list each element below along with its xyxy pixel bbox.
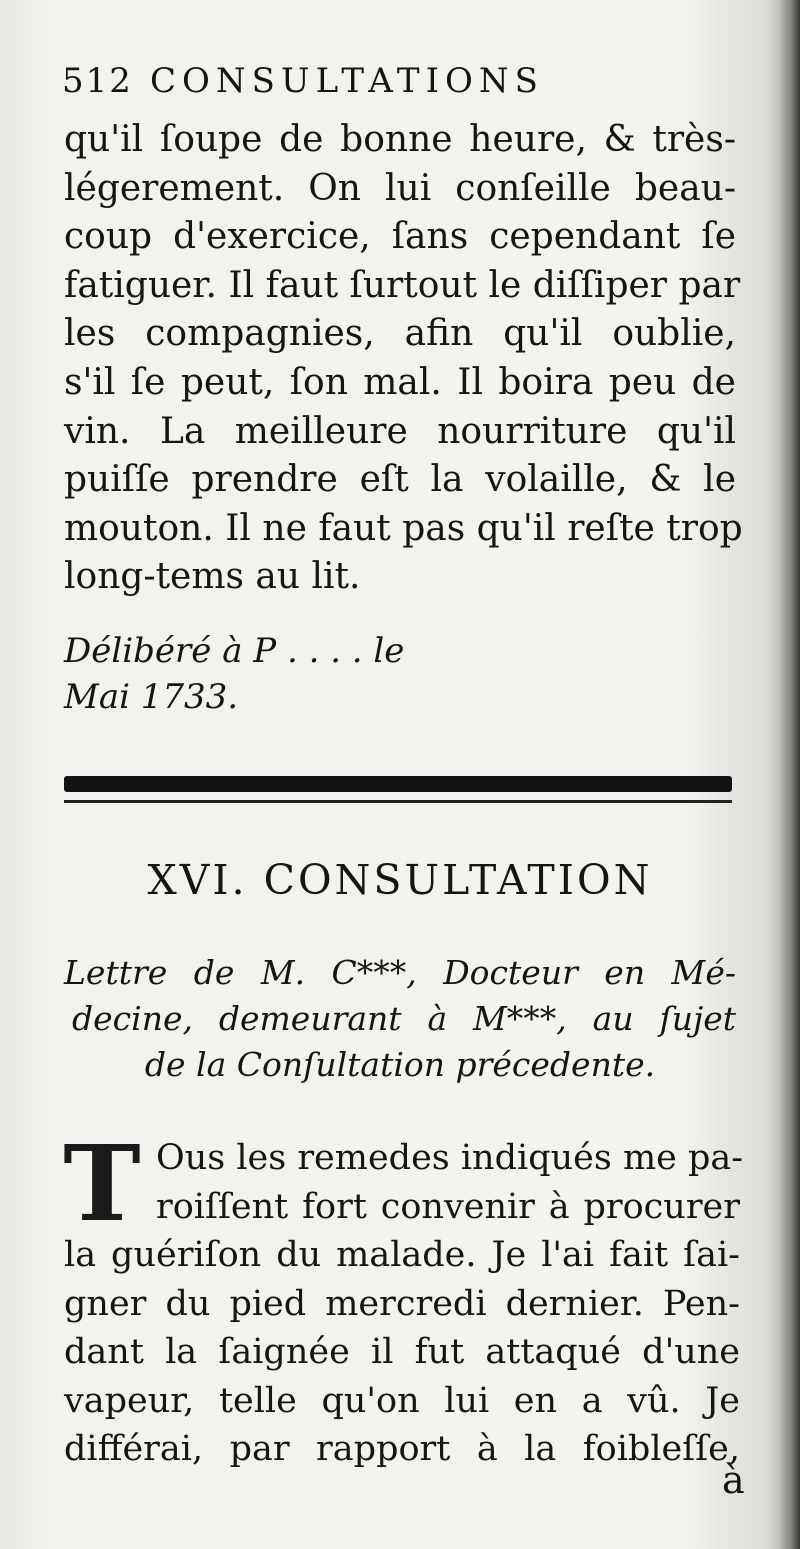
- signoff: [64, 628, 564, 720]
- main-paragraph: [64, 116, 743, 602]
- section-divider-thin: [64, 800, 732, 803]
- text-line: fatiguer. Il faut ſurtout le diſſiper par: [64, 264, 741, 306]
- running-head: [62, 56, 622, 106]
- text-line: long-tems au lit.: [64, 556, 361, 598]
- letter-heading: [64, 950, 736, 1088]
- text-line: coup d'exercice, ſans cependant ſe: [64, 216, 736, 258]
- text-line: gner du pied mercredi dernier. Pen-: [64, 1283, 740, 1324]
- text-line: puiſſe prendre eſt la volaille, & le: [64, 459, 736, 501]
- catchword: à: [722, 1458, 745, 1502]
- page-number: 512: [62, 61, 133, 101]
- text-line: mouton. Il ne faut pas qu'il reſte trop: [64, 507, 743, 549]
- signoff-date: Mai 1733.: [64, 677, 239, 717]
- text-line: la guériſon du malade. Je l'ai fait ſai-: [64, 1235, 740, 1275]
- drop-cap: T: [63, 1122, 141, 1245]
- section-divider-thick: [64, 776, 732, 792]
- letter-heading-line: Lettre de M. C***, Docteur en Mé-: [64, 953, 736, 992]
- letter-body: [63, 1122, 744, 1474]
- letter-heading-line: decine, demeurant à M***, au ſujet: [72, 999, 736, 1038]
- text-line: dant la ſaignée il fut attaqué d'une: [64, 1332, 740, 1372]
- text-line: roiſſent fort convenir à procurer: [156, 1186, 740, 1227]
- text-line: vin. La meilleure nourriture qu'il: [64, 410, 736, 452]
- text-line: vapeur, telle qu'on lui en a vû. Je: [64, 1380, 740, 1421]
- running-title: CONSULTATIONS: [150, 61, 544, 101]
- section-title: XVI. CONSULTATION: [147, 856, 653, 904]
- letter-heading-line: de la Conſultation précedente.: [144, 1045, 656, 1084]
- text-line: différai, par rapport à la foibleſſe,: [64, 1429, 740, 1469]
- text-line: qu'il ſoupe de bonne heure, & très-: [64, 119, 736, 160]
- text-line: légerement. On lui conſeille beau-: [64, 167, 736, 209]
- page-edge-shadow: [778, 0, 800, 1549]
- text-line: les compagnies, afin qu'il oublie,: [64, 313, 736, 355]
- text-line: s'il ſe peut, ſon mal. Il boira peu de: [64, 361, 736, 403]
- text-line: Ous les remedes indiqués me pa-: [156, 1138, 744, 1178]
- signoff-place: Délibéré à P . . . . le: [64, 631, 405, 671]
